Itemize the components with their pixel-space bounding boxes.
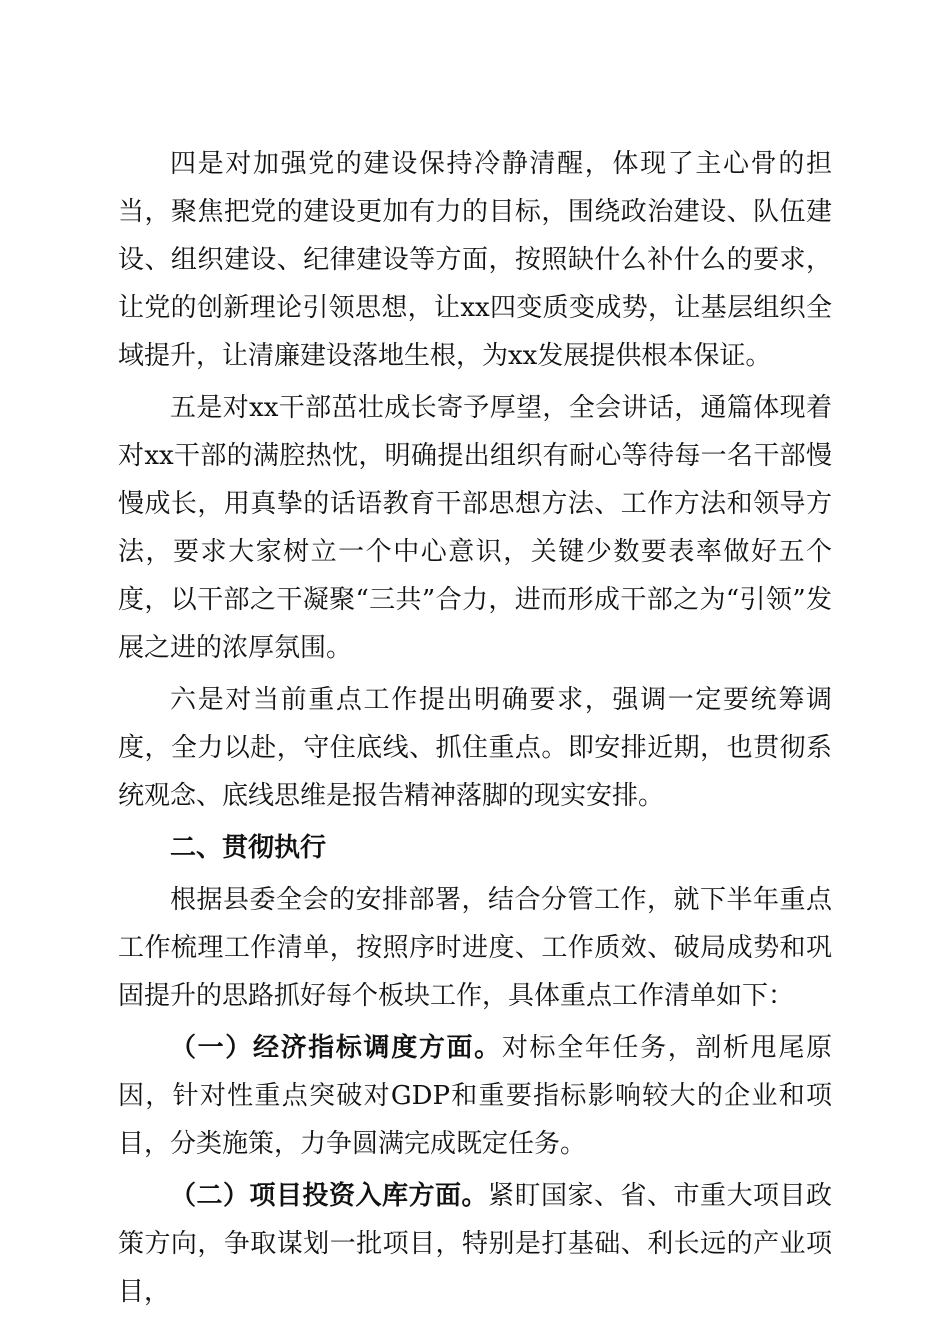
paragraph-five: 五是对xx干部茁壮成长寄予厚望，全会讲话，通篇体现着对xx干部的满腔热忱，明确提出组织有耐心等待每一名干部慢慢成长，用真挚的话语教育干部思想方法、工作方法和领导方法，要求大家树立一个中心意识，关键少数要表率做好五个度，以干部之干凝聚“三共”合力，进而形成干部之为“引领”发展之进的浓厚氛围。 (118, 393, 832, 663)
paragraph-six: 六是对当前重点工作提出明确要求，强调一定要统筹调度，全力以赴，守住底线、抓住重点。即安排近期，也贯彻系统观念、底线思维是报告精神落脚的现实安排。 (118, 685, 832, 811)
item-paragraph-1 (118, 1024, 832, 1168)
paragraph-four: 四是对加强党的建设保持冷静清醒，体现了主心骨的担当，聚焦把党的建设更加有力的目标，围绕政治建设、队伍建设、组织建设、纪律建设等方面，按照缺什么补什么的要求，让党的创新理论引领思想，让xx四变质变成势，让基层组织全域提升，让清廉建设落地生根，为xx发展提供根本保证。 (118, 149, 832, 371)
item-lead-2: （二）项目投资入库方面。 (170, 1181, 488, 1211)
item-lead-1: （一）经济指标调度方面。 (170, 1033, 502, 1063)
section-heading: 二、贯彻执行 (170, 833, 327, 863)
intro-paragraph: 根据县委全会的安排部署，结合分管工作，就下半年重点工作梳理工作清单，按照序时进度、工作质效、破局成势和巩固提升的思路抓好每个板块工作，具体重点工作清单如下： (118, 885, 832, 1011)
item-text-2: 紧盯国家、省、市重大项目政策方向，争取谋划一批项目，特别是打基础、利长远的产业项目， (118, 1181, 832, 1307)
item-text-1: 对标全年任务，剖析甩尾原因，针对性重点突破对GDP和重要指标影响较大的企业和项目，分类施策，力争圆满完成既定任务。 (118, 1033, 832, 1159)
document-body (118, 140, 832, 1316)
item-paragraph-2 (118, 1172, 832, 1316)
